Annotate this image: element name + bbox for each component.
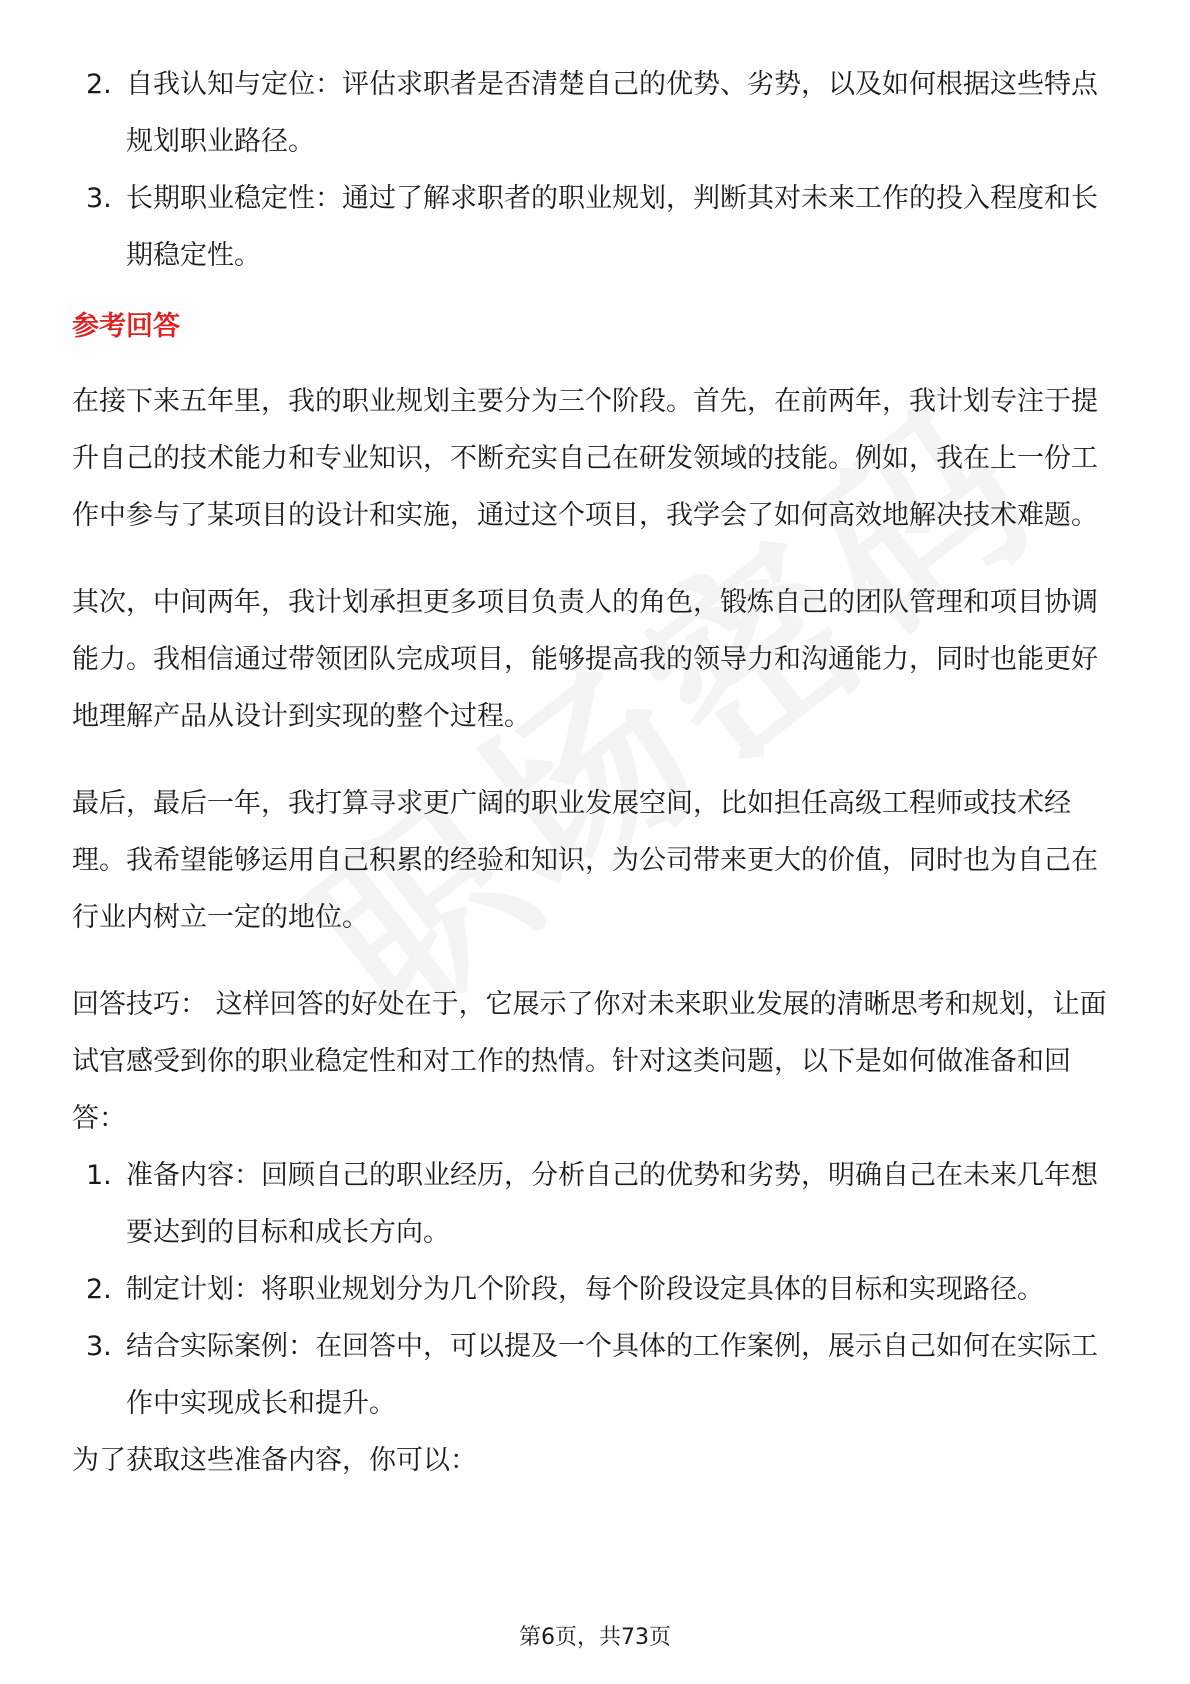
list-item-text: 准备内容：回顾自己的职业经历，分析自己的优势和劣势，明确自己在未来几年想要达到的目标和成长方向。: [126, 1160, 1098, 1248]
list-item: [72, 1318, 1122, 1432]
list-number: 3.: [86, 183, 112, 214]
section-heading: 参考回答: [72, 311, 180, 342]
paragraph: 最后，最后一年，我打算寻求更广阔的职业发展空间，比如担任高级工程师或技术经理。我希望能够运用自己积累的经验和知识，为公司带来更大的价值，同时也为自己在行业内树立一定的地位。: [72, 788, 1098, 933]
list-item-text: 制定计划：将职业规划分为几个阶段，每个阶段设定具体的目标和实现路径。: [126, 1274, 1044, 1305]
paragraph: 在接下来五年里，我的职业规划主要分为三个阶段。首先，在前两年，我计划专注于提升自己的技术能力和专业知识，不断充实自己在研发领域的技能。例如，我在上一份工作中参与了某项目的设计和实施，通过这个项目，我学会了如何高效地解决技术难题。: [72, 386, 1098, 531]
paragraph: 其次，中间两年，我计划承担更多项目负责人的角色，锻炼自己的团队管理和项目协调能力。我相信通过带领团队完成项目，能够提高我的领导力和沟通能力，同时也能更好地理解产品从设计到实现的整个过程。: [72, 587, 1098, 732]
list-item-text: 长期职业稳定性：通过了解求职者的职业规划，判断其对未来工作的投入程度和长期稳定性。: [126, 183, 1098, 271]
list-item-text: 自我认知与定位：评估求职者是否清楚自己的优势、劣势，以及如何根据这些特点规划职业路径。: [126, 69, 1098, 157]
list-item-text: 结合实际案例：在回答中，可以提及一个具体的工作案例，展示自己如何在实际工作中实现成长和提升。: [126, 1331, 1098, 1419]
list-number: 2.: [86, 1274, 112, 1305]
objective-list: [72, 56, 1122, 284]
list-number: 2.: [86, 69, 112, 100]
list-number: 3.: [86, 1331, 112, 1362]
list-item: [72, 1147, 1122, 1261]
list-item: [72, 1261, 1122, 1318]
page-number: 第6页，共73页: [519, 1625, 671, 1650]
page-content: [72, 56, 1122, 1489]
list-item: [72, 170, 1122, 284]
list-number: 1.: [86, 1160, 112, 1191]
closing-line: 为了获取这些准备内容，你可以：: [72, 1445, 477, 1476]
preparation-list: [72, 1147, 1122, 1432]
list-item: [72, 56, 1122, 170]
tips-paragraph: 回答技巧： 这样回答的好处在于，它展示了你对未来职业发展的清晰思考和规划，让面试官感受到你的职业稳定性和对工作的热情。针对这类问题，以下是如何做准备和回答：: [72, 989, 1107, 1134]
